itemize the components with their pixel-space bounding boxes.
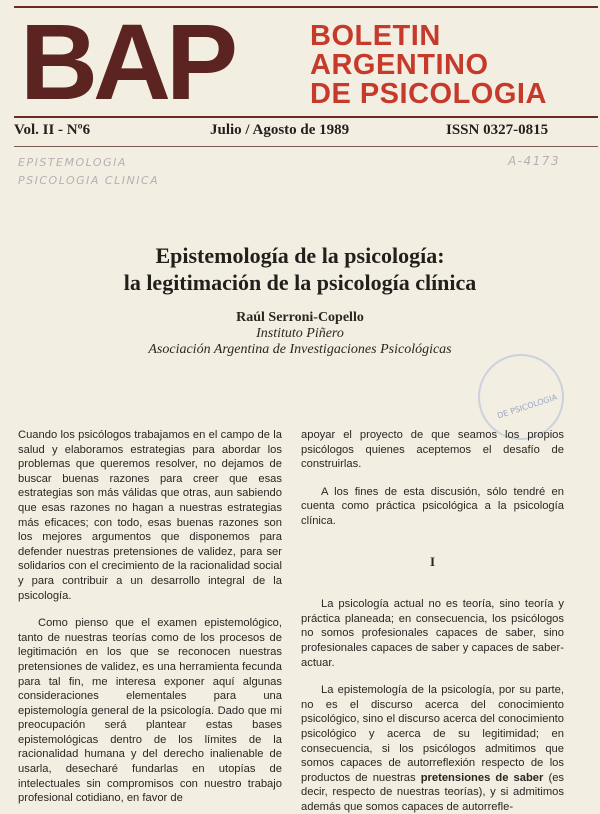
handwritten-note: EPISTEMOLOGIA — [18, 156, 127, 169]
section-number: I — [429, 553, 436, 569]
right-column — [301, 428, 564, 814]
article-title — [0, 242, 600, 296]
paragraph — [301, 683, 564, 814]
masthead — [14, 1, 598, 122]
journal-name-line: DE PSICOLOGIA — [310, 78, 547, 110]
paragraph: La psicología actual no es teoría, sino teoría y práctica planeada; en consecuencia, los psicólogos no somos profesionales capaces de saber, sino profesionales capaces de saber y capaces de saber-actuar. — [301, 598, 564, 669]
stamp-text: DE PSICOLOGIA — [496, 392, 559, 421]
paragraph-text: (es decir, respecto de nuestras teorías), y si admitimos además que somos capaces de autorrefle- — [301, 771, 565, 813]
paragraph: Cuando los psicólogos trabajamos en el campo de la salud y elaboramos estrategias para abordar los problemas que queremos resolver, no dejamos de buscar buenas razones para creer que esas estrategias son más válidas que otras, aun sabiendo que esas razones no hagan a nuestras estrategias más eficaces; con todo, esas buenas razones son los mejores argumentos que disponemos para defender nuestras pretensiones de validez, para ser solidarios con el crecimiento de la racionalidad social y para contribuir a un desarrollo integral de la psicología. — [18, 429, 282, 602]
paragraph: A los fines de esta discusión, sólo tendré en cuenta como práctica psicológica a la psicología clínica. — [301, 485, 564, 527]
bap-logo: BAP — [20, 1, 234, 122]
paragraph: Como pienso que el examen epistemológico, tanto de nuestras teorías como de los procesos de legitimación en los que se reconocen nuestras pretensiones de validez, es una herramienta fecunda para tal fin, me interesa exponer aquí algunas consideraciones elementales para una epistemología general de la psicología. Dado que mi preocupación será plantear estas bases epistemológicas dentro de los límites de la racionalidad humana y del derecho inalienable de usarla, desecharé fundarlas en utopías de intelectuales sin compromisos con nuestro trabajo profesional cotidiano, en favor de — [18, 617, 282, 805]
affiliation: Asociación Argentina de Investigaciones Psicológicas — [148, 342, 452, 357]
author-block — [0, 310, 600, 358]
issue-bar — [14, 122, 586, 142]
title-line: la legitimación de la psicología clínica — [123, 270, 477, 295]
journal-name — [310, 22, 547, 109]
emphasis: pretensiones de saber — [420, 771, 544, 784]
divider — [14, 146, 598, 147]
left-column — [18, 428, 282, 806]
journal-name-line: ARGENTINO — [310, 49, 489, 81]
paragraph: apoyar el proyecto de que seamos los propios psicólogos quienes aceptemos el desafío de construirlas. — [301, 429, 564, 471]
handwritten-note: PSICOLOGIA CLINICA — [18, 174, 160, 187]
journal-name-line: BOLETIN — [310, 20, 441, 52]
paragraph-text: La epistemología de la psicología, por su parte, no es el discurso acerca del conocimiento psicológico, sino el discurso acerca del conocimiento psicológico y acerca de su legitimidad; en consecuencia, si los psicólogos admitimos que somos capaces de autorreflexión respecto de los productos de nuestras — [301, 684, 564, 784]
handwritten-catalog-number: A-4173 — [508, 154, 561, 168]
author-name: Raúl Serroni-Copello — [236, 310, 364, 325]
title-line: Epistemología de la psicología: — [155, 243, 445, 268]
affiliation: Instituto Piñero — [256, 326, 344, 341]
volume-number: Vol. II - Nº6 — [14, 122, 91, 138]
issn: ISSN 0327-0815 — [446, 122, 549, 138]
issue-date: Julio / Agosto de 1989 — [210, 122, 350, 138]
